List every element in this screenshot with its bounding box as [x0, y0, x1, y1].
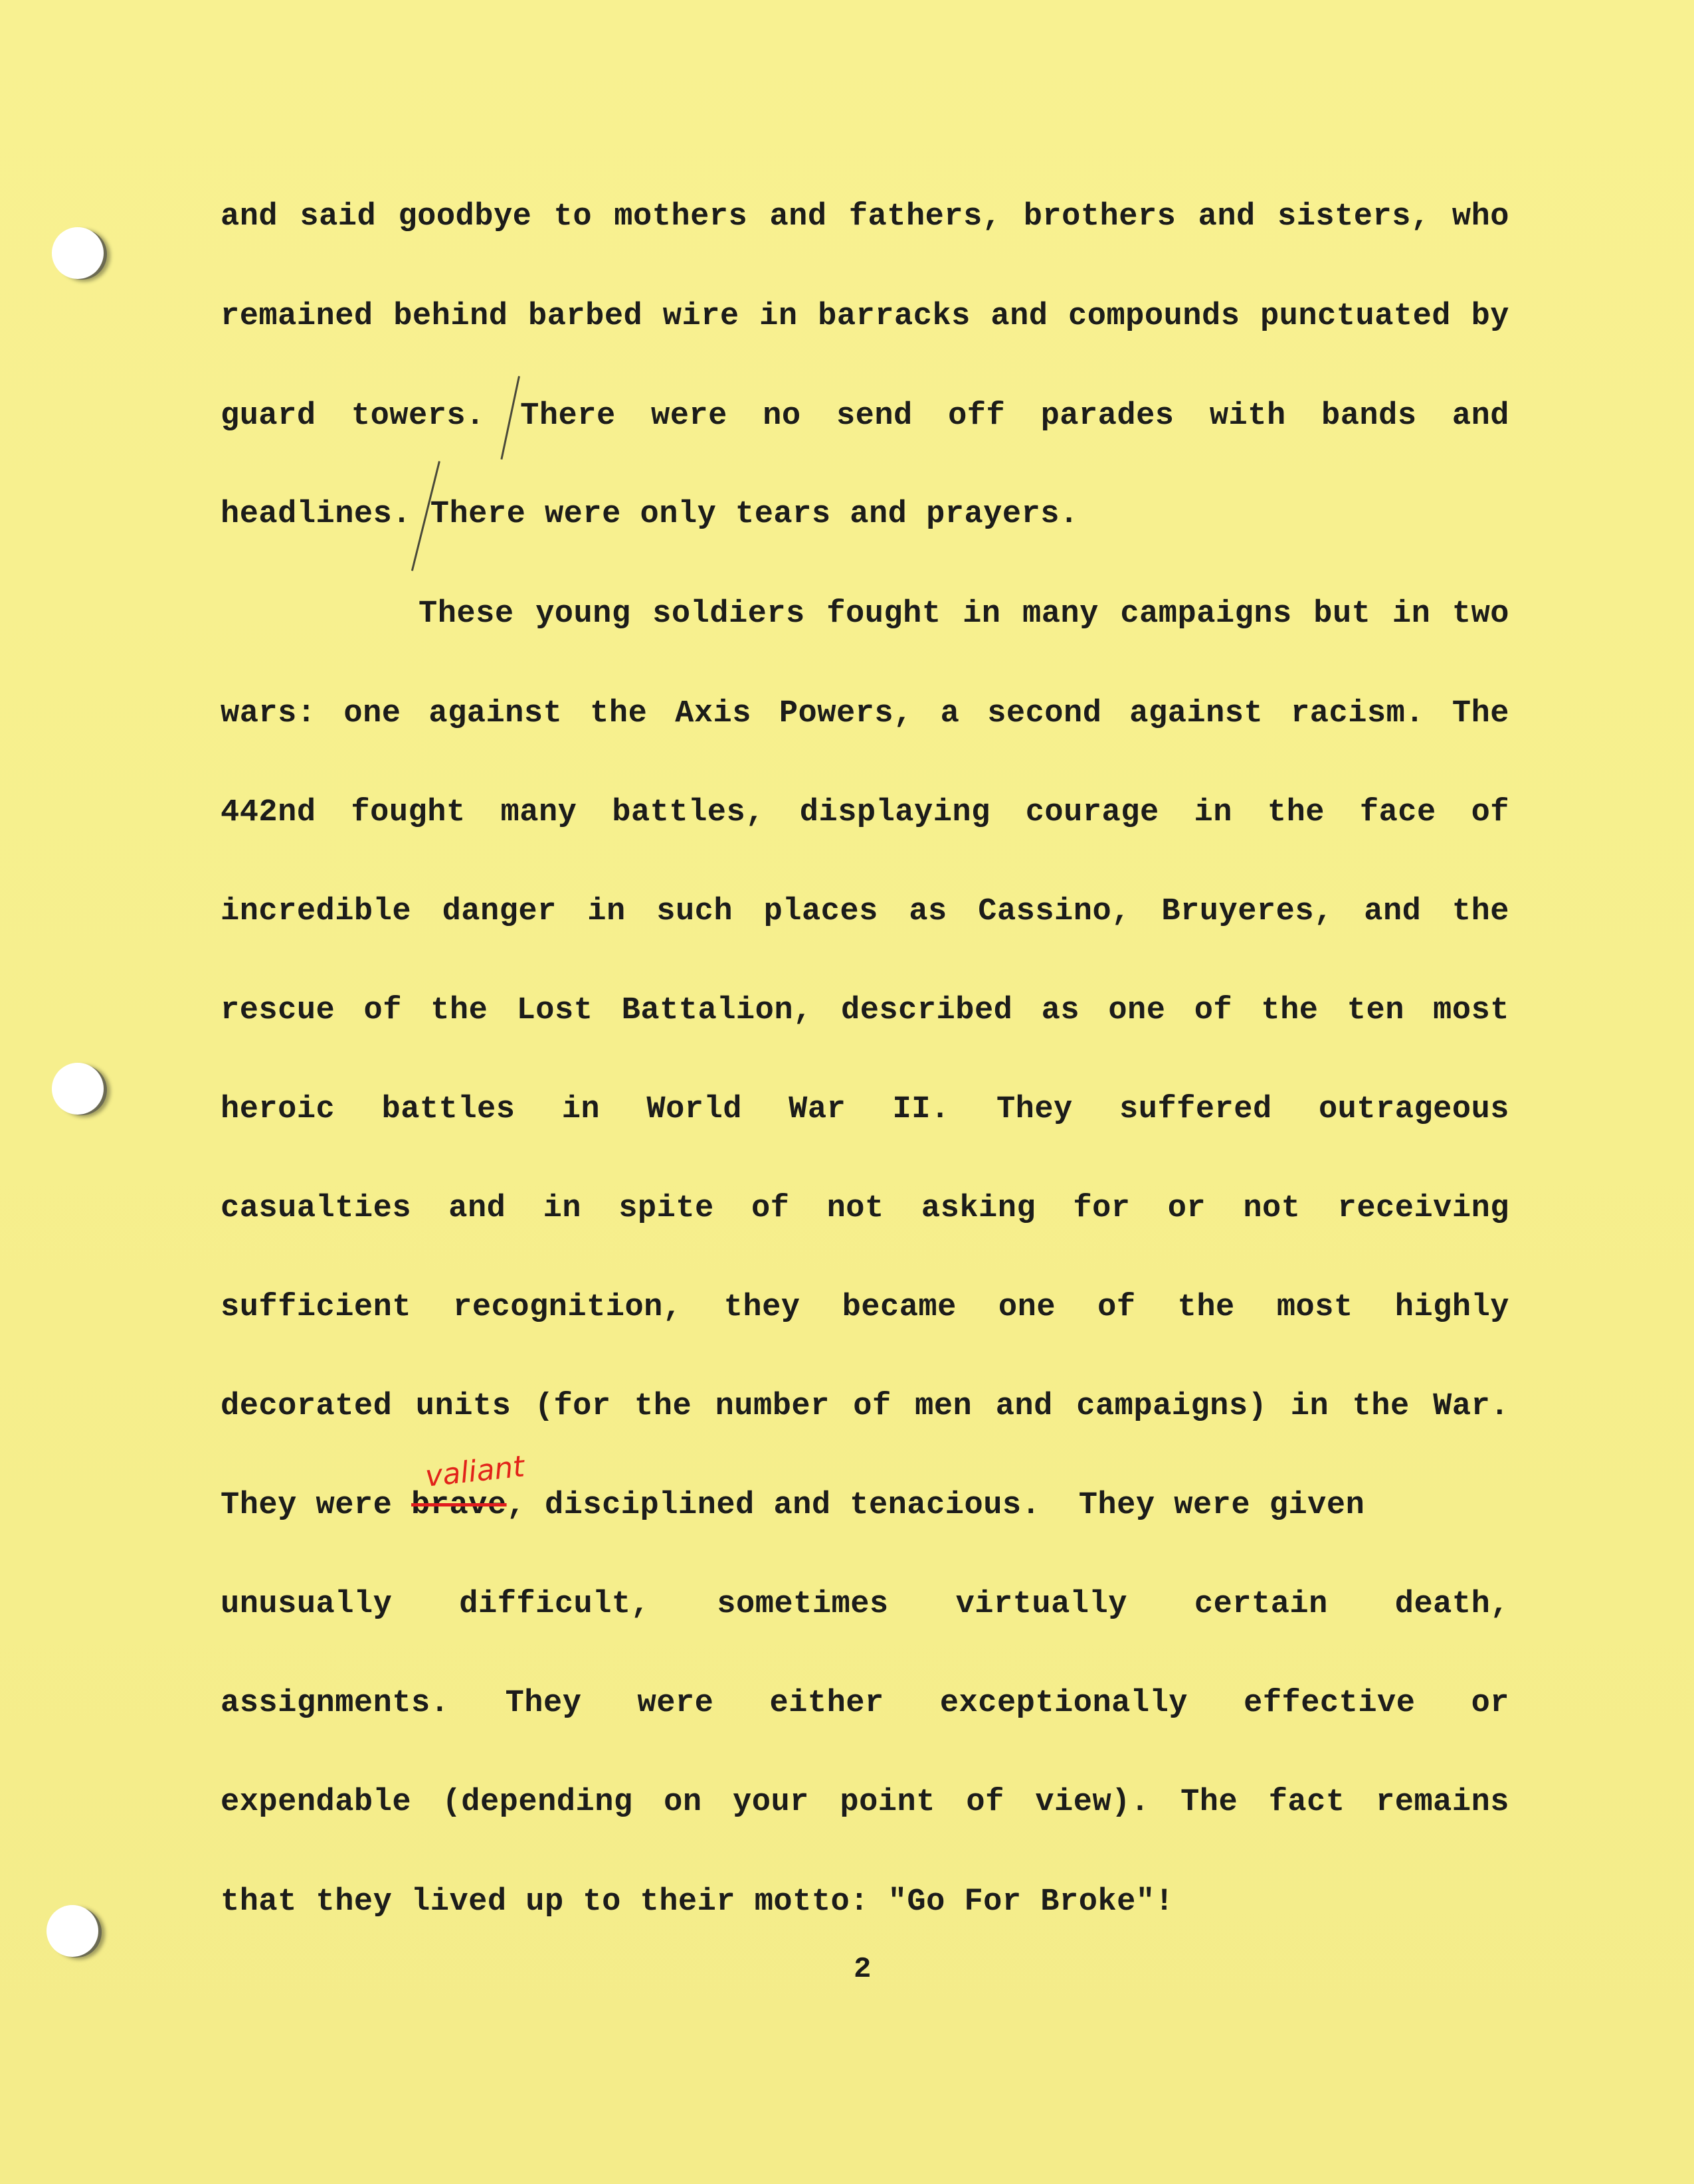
text-line: casualties and in spite of not asking for or not receiving	[221, 1191, 1509, 1226]
edited-text-line	[221, 1486, 1509, 1526]
text-line: These young soldiers fought in many campaigns but in two	[419, 596, 1509, 632]
text-line: that they lived up to their motto: "Go For Broke"!	[221, 1884, 1175, 1920]
binder-hole-bottom	[47, 1905, 98, 1957]
text-line: heroic battles in World War II. They suffered outrageous	[221, 1092, 1509, 1127]
text-line: expendable (depending on your point of view). The fact remains	[221, 1785, 1509, 1820]
text-line: and said goodbye to mothers and fathers, brothers and sisters, who	[221, 199, 1509, 234]
text-line: rescue of the Lost Battalion, described as one of the ten most	[221, 993, 1509, 1028]
text-line: headlines. There were only tears and prayers.	[221, 497, 1079, 532]
text-line: incredible danger in such places as Cassino, Bruyeres, and the	[221, 894, 1509, 929]
page-number: 2	[854, 1953, 872, 1986]
text-line: decorated units (for the number of men and campaigns) in the War.	[221, 1389, 1509, 1424]
text-line: assignments. They were either exceptionally effective or	[221, 1686, 1509, 1721]
text-fragment: They were	[221, 1488, 412, 1523]
struck-word: brave	[411, 1488, 507, 1523]
handwritten-insertion: valiant	[423, 1449, 526, 1494]
text-line: 442nd fought many battles, displaying courage in the face of	[221, 795, 1509, 830]
text-line: remained behind barbed wire in barracks and compounds punctuated by	[221, 299, 1509, 334]
binder-hole-top	[52, 227, 104, 279]
text-fragment: , disciplined and tenacious. They were given	[506, 1488, 1365, 1523]
text-line: guard towers. There were no send off parades with bands and	[221, 399, 1509, 434]
binder-hole-middle	[52, 1063, 104, 1115]
text-line: sufficient recognition, they became one of the most highly	[221, 1290, 1509, 1325]
text-line: unusually difficult, sometimes virtually certain death,	[221, 1587, 1509, 1622]
text-line: wars: one against the Axis Powers, a second against racism. The	[221, 696, 1509, 731]
